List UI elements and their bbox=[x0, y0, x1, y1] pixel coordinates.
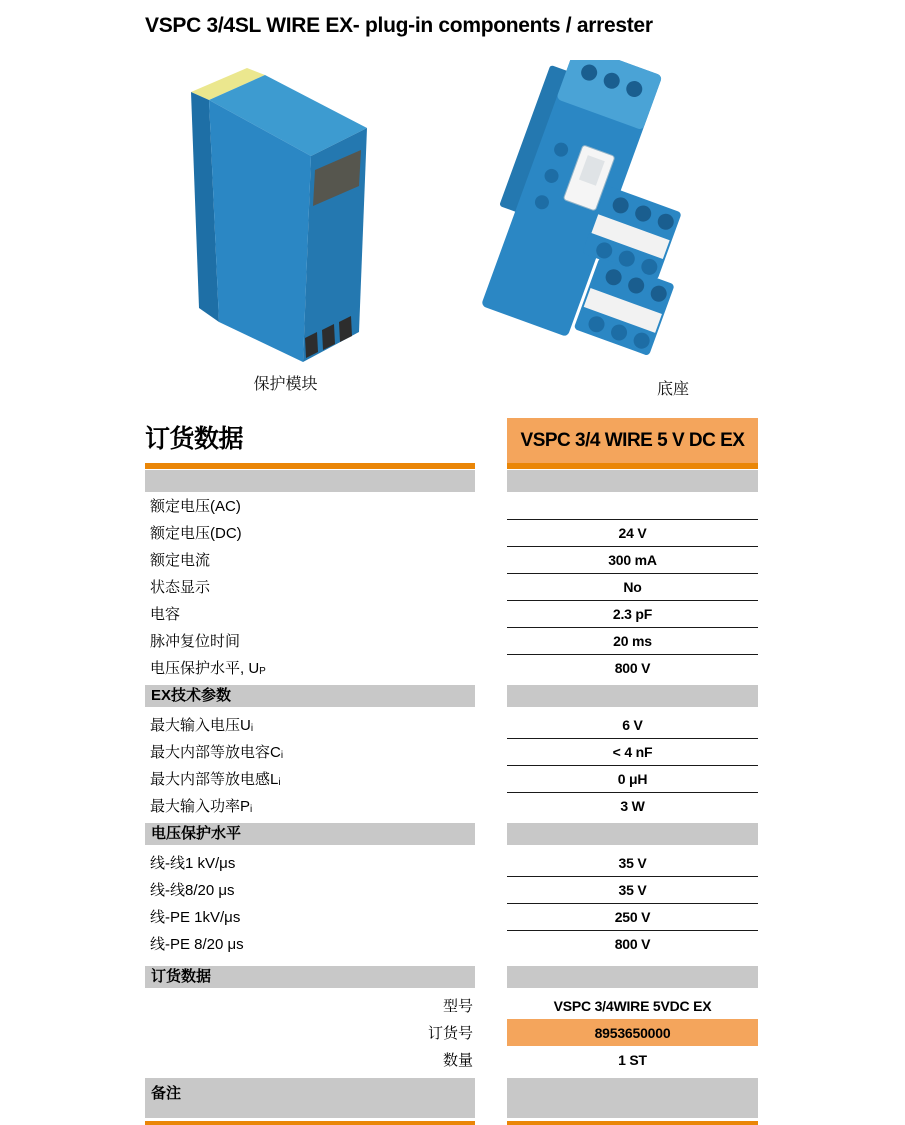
spec-value: 6 V bbox=[622, 716, 643, 733]
ex-section-title: EX技术参数 bbox=[145, 685, 475, 707]
spec-value: < 4 nF bbox=[507, 738, 758, 765]
notes-title: 备注 bbox=[145, 1078, 475, 1118]
spec-value: 300 mA bbox=[507, 546, 758, 573]
spec-label: 线-PE 8/20 μs bbox=[150, 936, 244, 953]
table-row bbox=[145, 654, 905, 681]
spec-label: 线-PE 1kV/μs bbox=[150, 909, 241, 926]
order-label: 订货号 bbox=[427, 1025, 473, 1042]
product-figures bbox=[145, 60, 905, 404]
spec-value: 250 V bbox=[507, 903, 758, 930]
gray-bar bbox=[507, 470, 758, 492]
spec-value: 800 V bbox=[507, 930, 758, 957]
ordering-data-title: 订货数据 bbox=[145, 425, 244, 453]
gray-bar bbox=[145, 470, 475, 492]
order-number-value: 8953650000 bbox=[507, 1019, 758, 1046]
spec-label: 额定电压(AC) bbox=[150, 498, 241, 515]
table-row bbox=[145, 1019, 905, 1046]
section-header-row bbox=[145, 964, 905, 990]
spec-value: 0 μH bbox=[507, 765, 758, 792]
base-image bbox=[465, 60, 760, 370]
figure-base bbox=[465, 60, 765, 404]
orange-rule bbox=[145, 1121, 475, 1125]
section-bar bbox=[507, 823, 758, 845]
spec-label: 电容 bbox=[150, 606, 181, 623]
type-value: VSPC 3/4WIRE 5VDC EX bbox=[553, 997, 712, 1014]
orange-rule bbox=[507, 1121, 758, 1125]
table-row bbox=[145, 765, 905, 792]
spec-label: 线-线8/20 μs bbox=[150, 882, 235, 899]
notes-bar bbox=[507, 1078, 758, 1118]
table-row bbox=[145, 876, 905, 903]
notes-row bbox=[145, 1078, 905, 1118]
quantity-value: 1 ST bbox=[618, 1051, 647, 1068]
table-row bbox=[145, 930, 905, 957]
table-row bbox=[145, 903, 905, 930]
spec-value bbox=[507, 492, 758, 519]
table-row bbox=[145, 519, 905, 546]
spec-label: 最大内部等放电容C i bbox=[150, 744, 284, 761]
spec-value: 24 V bbox=[507, 519, 758, 546]
section-header-row bbox=[145, 683, 905, 709]
spec-value: 2.3 pF bbox=[507, 600, 758, 627]
spec-label: 线-线1 kV/μs bbox=[150, 855, 236, 872]
spec-label: 最大内部等放电感L i bbox=[150, 771, 281, 788]
spec-label: 最大输入电压U i bbox=[150, 717, 254, 734]
spec-value: 35 V bbox=[618, 854, 647, 871]
section-header-row bbox=[145, 821, 905, 847]
table-header bbox=[145, 418, 905, 492]
table-row bbox=[145, 600, 905, 627]
spec-label: 额定电流 bbox=[150, 552, 211, 569]
table-row bbox=[145, 546, 905, 573]
spec-label: 额定电压(DC) bbox=[150, 525, 242, 542]
table-row bbox=[145, 792, 905, 819]
table-row bbox=[145, 492, 905, 519]
figure-protection-module bbox=[155, 60, 400, 404]
table-row bbox=[145, 849, 905, 876]
spec-label: 电压保护水平, U P bbox=[150, 660, 266, 677]
spec-value: 3 W bbox=[507, 792, 758, 819]
page-title: VSPC 3/4SL WIRE EX- plug-in components / arrester bbox=[145, 14, 653, 37]
table-row bbox=[145, 627, 905, 654]
order-section-title: 订货数据 bbox=[145, 966, 475, 988]
spec-value: No bbox=[507, 573, 758, 600]
spec-label: 最大输入功率P i bbox=[150, 798, 253, 815]
order-label: 数量 bbox=[442, 1052, 473, 1069]
module-caption: 保护模块 bbox=[253, 376, 318, 393]
footer-rules bbox=[145, 1121, 905, 1125]
table-row bbox=[145, 711, 905, 738]
spec-label: 状态显示 bbox=[150, 579, 211, 596]
base-caption: 底座 bbox=[656, 381, 689, 398]
spec-value: 20 ms bbox=[507, 627, 758, 654]
table-row bbox=[145, 1046, 905, 1073]
table-row bbox=[145, 992, 905, 1019]
product-name-header: VSPC 3/4 WIRE 5 V DC EX bbox=[507, 418, 758, 469]
vp-section-title: 电压保护水平 bbox=[145, 823, 475, 845]
spec-value: 35 V bbox=[507, 876, 758, 903]
spec-value: 800 V bbox=[507, 654, 758, 681]
section-bar bbox=[507, 685, 758, 707]
order-label: 型号 bbox=[442, 998, 473, 1015]
table-row bbox=[145, 738, 905, 765]
orange-rule bbox=[145, 463, 475, 469]
section-bar bbox=[507, 966, 758, 988]
table-row bbox=[145, 573, 905, 600]
spec-label: 脉冲复位时间 bbox=[150, 633, 241, 650]
protection-module-image bbox=[155, 60, 395, 365]
